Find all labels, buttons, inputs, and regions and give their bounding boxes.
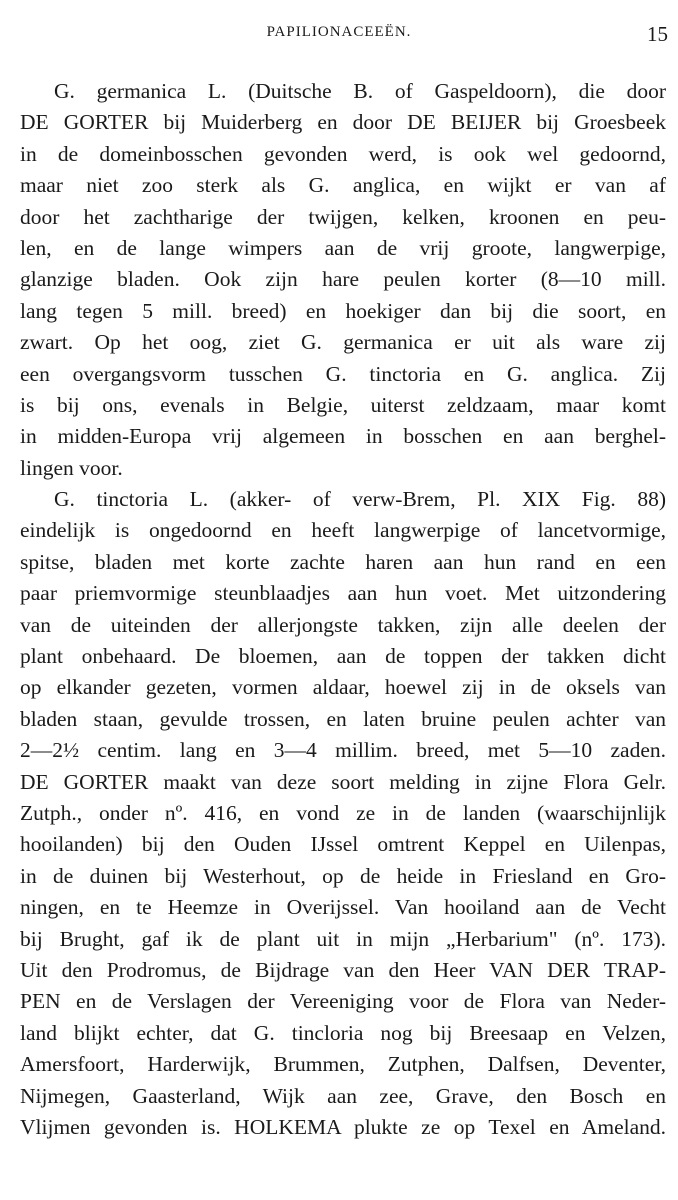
text-line: bij Brught, gaf ik de plant uit in mijn „Herbarium" (nº. 173).: [20, 926, 666, 951]
text-line: DE GORTER bij Muiderberg en door DE BEIJER bij Groesbeek: [20, 110, 666, 135]
text-line: ningen, en te Heemze in Overijssel. Van hooiland aan de Vecht: [20, 895, 666, 920]
text-line: in de duinen bij Westerhout, op de heide in Friesland en Gro-: [20, 863, 666, 888]
text-line: G. tinctoria L. (akker- of verw-Brem, Pl. XIX Fig. 88): [54, 487, 666, 512]
running-title: PAPILIONACEEËN.: [266, 24, 412, 40]
text-line: DE GORTER maakt van deze soort melding in zijne Flora Gelr.: [20, 769, 666, 794]
text-line: van de uiteinden der allerjongste takken, zijn alle deelen der: [20, 612, 666, 637]
body-text: [0, 76, 678, 1143]
text-line: eindelijk is ongedoornd en heeft langwerpige of lancetvormige,: [20, 518, 666, 543]
text-line: paar priemvormige steunblaadjes aan hun voet. Met uitzondering: [20, 581, 666, 606]
text-line: lingen voor.: [20, 455, 123, 480]
text-line: Nijmegen, Gaasterland, Wijk aan zee, Grave, den Bosch en: [20, 1083, 666, 1108]
text-line: Uit den Prodromus, de Bijdrage van den Heer VAN DER TRAP-: [20, 957, 666, 982]
text-line: een overgangsvorm tusschen G. tinctoria en G. anglica. Zij: [20, 361, 666, 386]
text-line: 2—2½ centim. lang en 3—4 millim. breed, met 5—10 zaden.: [20, 738, 666, 763]
text-line: spitse, bladen met korte zachte haren aan hun rand en een: [20, 549, 666, 574]
text-line: in de domeinbosschen gevonden werd, is ook wel gedoornd,: [20, 141, 666, 166]
text-line: maar niet zoo sterk als G. anglica, en wijkt er van af: [20, 173, 666, 198]
text-line: op elkander gezeten, vormen aldaar, hoewel zij in de oksels van: [20, 675, 666, 700]
text-line: glanzige bladen. Ook zijn hare peulen korter (8—10 mill.: [20, 267, 666, 292]
running-head: [0, 24, 678, 48]
text-line: zwart. Op het oog, ziet G. germanica er uit als ware zij: [20, 330, 666, 355]
text-line: plant onbehaard. De bloemen, aan de toppen der takken dicht: [20, 644, 666, 669]
text-line: G. germanica L. (Duitsche B. of Gaspeldoorn), die door: [54, 79, 666, 103]
text-line: lang tegen 5 mill. breed) en hoekiger dan bij die soort, en: [20, 298, 666, 323]
text-line: PEN en de Verslagen der Vereeniging voor de Flora van Neder-: [20, 989, 666, 1014]
text-line: door het zachtharige der twijgen, kelken, kroonen en peu-: [20, 204, 666, 229]
text-line: hooilanden) bij den Ouden IJssel omtrent Keppel en Uilenpas,: [20, 832, 666, 857]
page-number: 15: [647, 22, 668, 46]
text-line: Vlijmen gevonden is. HOLKEMA plukte ze op Texel en Ameland.: [20, 1114, 666, 1139]
text-line: is bij ons, evenals in Belgie, uiterst zeldzaam, maar komt: [20, 392, 666, 417]
text-line: Zutph., onder nº. 416, en vond ze in de landen (waarschijnlijk: [20, 800, 666, 825]
text-line: Amersfoort, Harderwijk, Brummen, Zutphen, Dalfsen, Deventer,: [20, 1052, 666, 1077]
text-line: in midden-Europa vrij algemeen in bosschen en aan berghel-: [20, 424, 666, 449]
text-line: land blijkt echter, dat G. tincloria nog bij Breesaap en Velzen,: [20, 1020, 666, 1045]
text-line: bladen staan, gevulde trossen, en laten bruine peulen achter van: [20, 706, 666, 731]
text-line: len, en de lange wimpers aan de vrij groote, langwerpige,: [20, 235, 666, 260]
